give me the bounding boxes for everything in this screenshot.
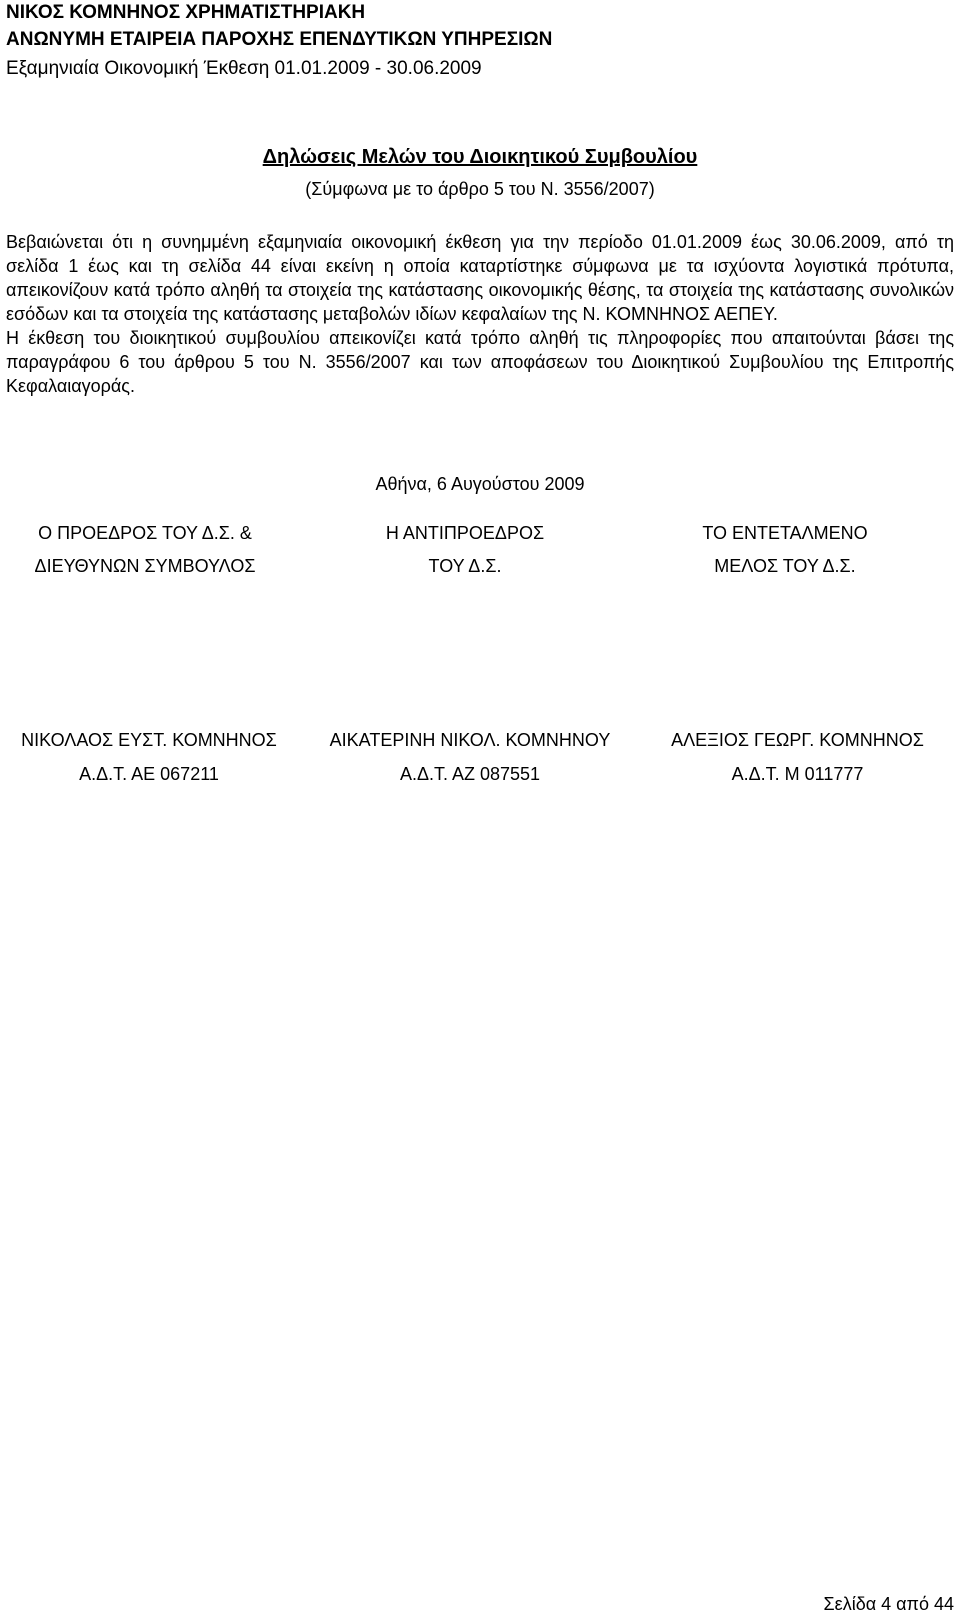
report-period-line: Εξαμηνιαία Οικονομική Έκθεση 01.01.2009 - 30.06.2009 (6, 58, 482, 79)
company-name-line1: ΝΙΚΟΣ ΚΟΜΝΗΝΟΣ ΧΡΗΜΑΤΙΣΤΗΡΙΑΚΗ (6, 2, 366, 23)
company-name-line2: ΑΝΩΝΥΜΗ ΕΤΑΙΡΕΙΑ ΠΑΡΟΧΗΣ ΕΠΕΝΔΥΤΙΚΩΝ ΥΠΗΡΕΣΙΩΝ (6, 29, 553, 50)
signatory-2-id: Α.Δ.Τ. ΑΖ 087551 (399, 764, 541, 784)
declaration-paragraph-1: Βεβαιώνεται ότι η συνημμένη εξαμηνιαία οικονομική έκθεση για την περίοδο 01.01.2009 έως 30.06.2009, από τη σελίδα 1 έως και τη σελίδα 44 είναι εκείνη η οποία καταρτίστηκε σύμφωνα με τα ισχύοντα λογιστικά πρότυπα, απεικονίζουν κατά τρόπο αληθή τα στοιχεία της κατάστασης οικονομικής θέσης, τα στοιχεία της κατάστασης συνολικών εσόδων και τα στοιχεία της κατάστασης μεταβολών ιδίων κεφαλαίων της Ν. ΚΟΜΝΗΝΟΣ ΑΕΠΕΥ. (6, 232, 954, 324)
signatory-3-name: ΑΛΕΞΙΟΣ ΓΕΩΡΓ. ΚΟΜΝΗΝΟΣ (671, 730, 924, 750)
page-subtitle: (Σύμφωνα με το άρθρο 5 του Ν. 3556/2007) (305, 179, 655, 199)
signing-date: Αθήνα, 6 Αυγούστου 2009 (375, 474, 585, 494)
signatory-3-id: Α.Δ.Τ. Μ 011777 (731, 764, 864, 784)
declaration-body (6, 230, 954, 398)
signatory-1-role-line2: ΔΙΕΥΘΥΝΩΝ ΣΥΜΒΟΥΛΟΣ (34, 556, 256, 576)
signatory-3-role-line1: ΤΟ ΕΝΤΕΤΑΛΜΕΝΟ (702, 523, 868, 543)
signatory-2-role-line1: Η ΑΝΤΙΠΡΟΕΔΡΟΣ (385, 523, 545, 543)
page-number: Σελίδα 4 από 44 (823, 1594, 954, 1614)
signatory-1-id: Α.Δ.Τ. ΑΕ 067211 (79, 764, 219, 784)
signatory-1-name: ΝΙΚΟΛΑΟΣ ΕΥΣΤ. ΚΟΜΝΗΝΟΣ (21, 730, 277, 750)
signatory-2-name: ΑΙΚΑΤΕΡΙΝΗ ΝΙΚΟΛ. ΚΟΜΝΗΝΟΥ (329, 730, 611, 750)
declaration-paragraph-2: Η έκθεση του διοικητικού συμβουλίου απεικονίζει κατά τρόπο αληθή τις πληροφορίες που απαιτούνται βάσει της παραγράφου 6 του άρθρου 5 του Ν. 3556/2007 και των αποφάσεων του Διοικητικού Συμβουλίου της Επιτροπής Κεφαλαιαγοράς. (6, 328, 954, 396)
signatory-1-role-line1: Ο ΠΡΟΕΔΡΟΣ ΤΟΥ Δ.Σ. & (38, 523, 252, 543)
signatory-3-role-line2: ΜΕΛΟΣ ΤΟΥ Δ.Σ. (714, 556, 856, 576)
page-title: Δηλώσεις Μελών του Διοικητικού Συμβουλίου (262, 146, 698, 168)
signatory-2-role-line2: ΤΟΥ Δ.Σ. (428, 556, 502, 576)
